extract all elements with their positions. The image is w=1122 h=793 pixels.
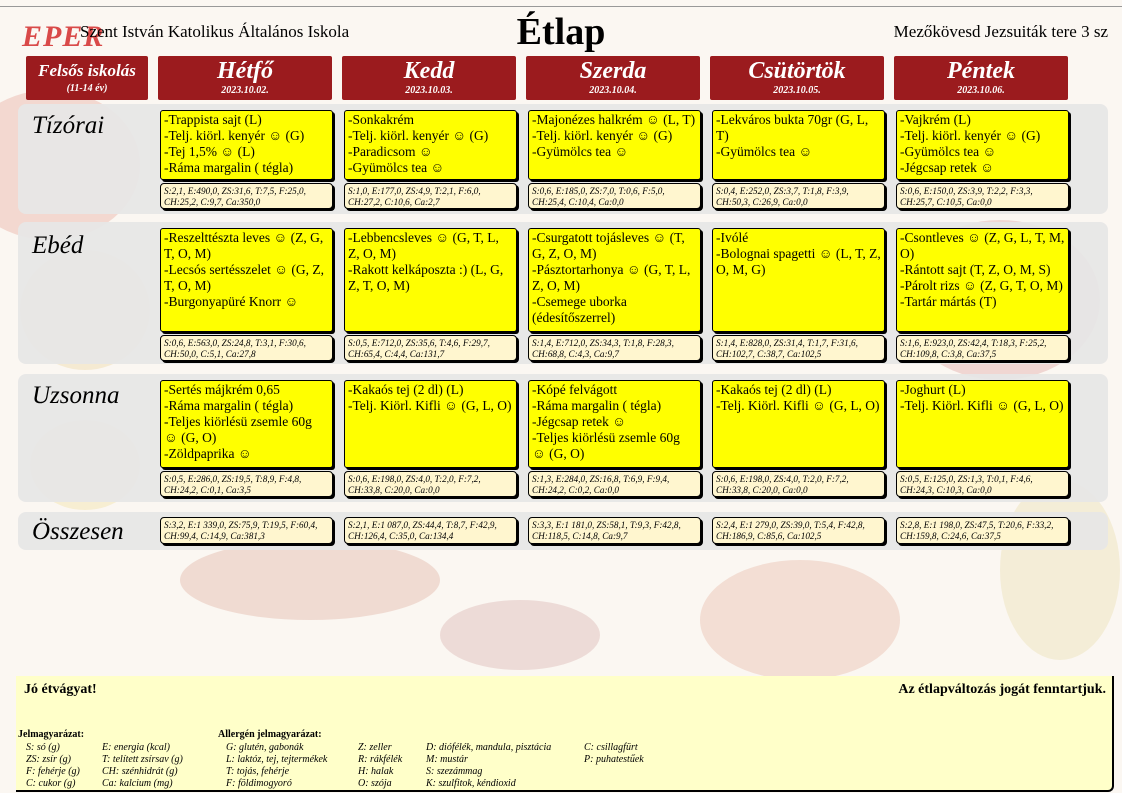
- legend-column: [102, 742, 183, 790]
- menu-items-box: -Sonkakrém -Telj. kiörl. kenyér ☺ (G) -Paradicsom ☺ -Gyümölcs tea ☺: [344, 110, 517, 180]
- allergen-column: [584, 742, 644, 766]
- legend-column: [26, 742, 80, 790]
- meal-label-uzsonna: Uzsonna: [32, 382, 120, 409]
- menu-items-box: -Kakaós tej (2 dl) (L) -Telj. Kiörl. Kifli ☺ (G, L, O): [344, 380, 517, 468]
- allergen-entry: O: szója: [358, 778, 392, 789]
- footer-panel: [16, 676, 1114, 792]
- legend-entry: CH: szénhidrát (g): [102, 766, 178, 777]
- day-name: Szerda: [579, 58, 647, 84]
- age-group-range: (11-14 év): [66, 83, 108, 94]
- nutrition-box: S:1,3, E:284,0, ZS:16,8, T:6,9, F:9,4, CH:24,2, C:0,2, Ca:0,0: [528, 471, 701, 497]
- allergen-entry: G: glutén, gabonák: [226, 742, 304, 753]
- legend-entry: S: só (g): [26, 742, 60, 753]
- day-name: Csütörtök: [748, 58, 846, 84]
- daily-total-box: S:2,4, E:1 279,0, ZS:39,0, T:5,4, F:42,8, CH:186,9, C:85,6, Ca:102,5: [712, 517, 885, 544]
- allergen-entry: M: mustár: [426, 754, 468, 765]
- menu-items-box: -Trappista sajt (L) -Telj. kiörl. kenyér ☺ (G) -Tej 1,5% ☺ (L) -Ráma margalin ( tégla): [160, 110, 333, 180]
- menu-items-box: -Kópé felvágott -Ráma margalin ( tégla) -Jégcsap retek ☺ -Teljes kiörlésü zsemle 60g ☺ (G, O): [528, 380, 701, 468]
- menu-items-box: -Lekváros bukta 70gr (G, L, T) -Gyümölcs tea ☺: [712, 110, 885, 180]
- nutrition-box: S:0,6, E:150,0, ZS:3,9, T:2,2, F:3,3, CH:25,7, C:10,5, Ca:0,0: [896, 183, 1069, 209]
- allergen-column: [226, 742, 327, 790]
- nutrition-box: S:0,4, E:252,0, ZS:3,7, T:1,8, F:3,9, CH:50,3, C:26,9, Ca:0,0: [712, 183, 885, 209]
- allergen-column: [358, 742, 402, 790]
- allergen-entry: S: szezámmag: [426, 766, 483, 777]
- day-header: [526, 56, 700, 100]
- allergen-entry: L: laktóz, tej, tejtermékek: [226, 754, 328, 765]
- nutrition-box: S:1,4, E:712,0, ZS:34,3, T:1,8, F:28,3, CH:68,8, C:4,3, Ca:9,7: [528, 335, 701, 361]
- meal-label-ebed: Ebéd: [32, 232, 84, 259]
- allergen-entry: R: rákfélék: [358, 754, 403, 765]
- allergen-entry: F: földimogyoró: [226, 778, 292, 789]
- day-name: Hétfő: [217, 58, 273, 84]
- top-divider: [0, 6, 1122, 7]
- day-date: 2023.10.03.: [405, 85, 453, 96]
- day-header: [894, 56, 1068, 100]
- background-food-image: [700, 560, 900, 680]
- background-food-image: [180, 540, 440, 620]
- nutrition-box: S:1,0, E:177,0, ZS:4,9, T:2,1, F:6,0, CH:27,2, C:10,6, Ca:2,7: [344, 183, 517, 209]
- day-header: [710, 56, 884, 100]
- nutrition-box: S:0,6, E:563,0, ZS:24,8, T:3,1, F:30,6, CH:50,0, C:5,1, Ca:27,8: [160, 335, 333, 361]
- allergen-entry: T: tojás, fehérje: [226, 766, 290, 777]
- daily-total-box: S:3,2, E:1 339,0, ZS:75,9, T:19,5, F:60,4, CH:99,4, C:14,9, Ca:381,3: [160, 517, 333, 544]
- menu-items-box: -Majonézes halkrém ☺ (L, T) -Telj. kiörl. kenyér ☺ (G) -Gyümölcs tea ☺: [528, 110, 701, 180]
- day-date: 2023.10.04.: [589, 85, 637, 96]
- nutrition-box: S:0,6, E:185,0, ZS:7,0, T:0,6, F:5,0, CH:25,4, C:10,4, Ca:0,0: [528, 183, 701, 209]
- school-address: Mezőkövesd Jezsuiták tere 3 sz: [893, 22, 1108, 41]
- nutrition-box: S:2,1, E:490,0, ZS:31,6, T:7,5, F:25,0, CH:25,2, C:9,7, Ca:350,0: [160, 183, 333, 209]
- legend-entry: C: cukor (g): [26, 778, 76, 789]
- eper-logo: EPER: [22, 20, 105, 53]
- school-name: Szent István Katolikus Általános Iskola: [80, 22, 350, 41]
- allergen-legend-title: Allergén jelmagyarázat:: [218, 729, 322, 740]
- day-date: 2023.10.05.: [773, 85, 821, 96]
- nutrition-box: S:0,5, E:712,0, ZS:35,6, T:4,6, F:29,7, CH:65,4, C:4,4, Ca:131,7: [344, 335, 517, 361]
- daily-total-box: S:3,3, E:1 181,0, ZS:58,1, T:9,3, F:42,8, CH:118,5, C:14,8, Ca:9,7: [528, 517, 701, 544]
- daily-total-box: S:2,8, E:1 198,0, ZS:47,5, T:20,6, F:33,2, CH:159,8, C:24,6, Ca:37,5: [896, 517, 1069, 544]
- page-title: Étlap: [516, 11, 606, 53]
- day-header: [342, 56, 516, 100]
- menu-items-box: -Csurgatott tojásleves ☺ (T, G, Z, O, M) -Pásztortarhonya ☺ (G, T, L, Z, O, M) -Csemege uborka (édesítőszerrel): [528, 228, 701, 332]
- day-header: [158, 56, 332, 100]
- nutrition-box: S:1,6, E:923,0, ZS:42,4, T:18,3, F:25,2, CH:109,8, C:3,8, Ca:37,5: [896, 335, 1069, 361]
- nutrition-box: S:0,5, E:286,0, ZS:19,5, T:8,9, F:4,8, CH:24,2, C:0,1, Ca:3,5: [160, 471, 333, 497]
- legend-entry: Ca: kalcium (mg): [102, 778, 173, 789]
- menu-items-box: -Lebbencsleves ☺ (G, T, L, Z, O, M) -Rakott kelkáposzta :) (L, G, Z, T, O, M): [344, 228, 517, 332]
- menu-items-box: -Ivólé -Bolognai spagetti ☺ (L, T, Z, O, M, G): [712, 228, 885, 332]
- nutrition-box: S:0,5, E:125,0, ZS:1,3, T:0,1, F:4,6, CH:24,3, C:10,3, Ca:0,0: [896, 471, 1069, 497]
- day-date: 2023.10.06.: [957, 85, 1005, 96]
- menu-items-box: -Vajkrém (L) -Telj. kiörl. kenyér ☺ (G) -Gyümölcs tea ☺ -Jégcsap retek ☺: [896, 110, 1069, 180]
- allergen-entry: Z: zeller: [358, 742, 392, 753]
- menu-items-box: -Joghurt (L) -Telj. Kiörl. Kifli ☺ (G, L, O): [896, 380, 1069, 468]
- allergen-entry: C: csillagfürt: [584, 742, 638, 753]
- legend-entry: E: energia (kcal): [102, 742, 170, 753]
- totals-label: Összesen: [32, 518, 124, 545]
- day-name: Péntek: [947, 58, 1015, 84]
- allergen-entry: P: puhatestűek: [584, 754, 644, 765]
- legend-title: Jelmagyarázat:: [18, 729, 85, 740]
- nutrition-box: S:1,4, E:828,0, ZS:31,4, T:1,7, F:31,6, CH:102,7, C:38,7, Ca:102,5: [712, 335, 885, 361]
- menu-items-box: -Csontleves ☺ (Z, G, L, T, M, O) -Rántott sajt (T, Z, O, M, S) -Párolt rizs ☺ (Z, G, T, O, M) -Tartár mártás (T): [896, 228, 1069, 332]
- meal-label-tizorai: Tízórai: [32, 112, 105, 139]
- legend-entry: ZS: zsír (g): [26, 754, 72, 765]
- background-food-image: [440, 600, 600, 670]
- menu-items-box: -Sertés májkrém 0,65 -Ráma margalin ( tégla) -Teljes kiörlésü zsemle 60g ☺ (G, O) -Zöldpaprika ☺: [160, 380, 333, 468]
- day-date: 2023.10.02.: [221, 85, 269, 96]
- menu-items-box: -Kakaós tej (2 dl) (L) -Telj. Kiörl. Kifli ☺ (G, L, O): [712, 380, 885, 468]
- greeting-text: Jó étvágyat!: [24, 682, 97, 697]
- day-name: Kedd: [403, 58, 455, 84]
- allergen-entry: K: szulfitok, kéndioxid: [426, 778, 516, 789]
- allergen-column: [426, 742, 551, 790]
- legend-entry: F: fehérje (g): [26, 766, 80, 777]
- legend-entry: T: telített zsírsav (g): [102, 754, 183, 765]
- background-food-image: [1000, 480, 1120, 660]
- allergen-entry: H: halak: [358, 766, 394, 777]
- nutrition-box: S:0,6, E:198,0, ZS:4,0, T:2,0, F:7,2, CH:33,8, C:20,0, Ca:0,0: [344, 471, 517, 497]
- daily-total-box: S:2,1, E:1 087,0, ZS:44,4, T:8,7, F:42,9, CH:126,4, C:35,0, Ca:134,4: [344, 517, 517, 544]
- age-group-header: [26, 56, 148, 100]
- allergen-entry: D: diófélék, mandula, pisztácia: [426, 742, 552, 753]
- nutrition-box: S:0,6, E:198,0, ZS:4,0, T:2,0, F:7,2, CH:33,8, C:20,0, Ca:0,0: [712, 471, 885, 497]
- age-group-name: Felsős iskolás: [38, 61, 136, 80]
- change-notice: Az étlapváltozás jogát fenntartjuk.: [898, 682, 1106, 697]
- menu-items-box: -Reszelttészta leves ☺ (Z, G, T, O, M) -Lecsós sertésszelet ☺ (G, Z, T, O, M) -Burgonyapüré Knorr ☺: [160, 228, 333, 332]
